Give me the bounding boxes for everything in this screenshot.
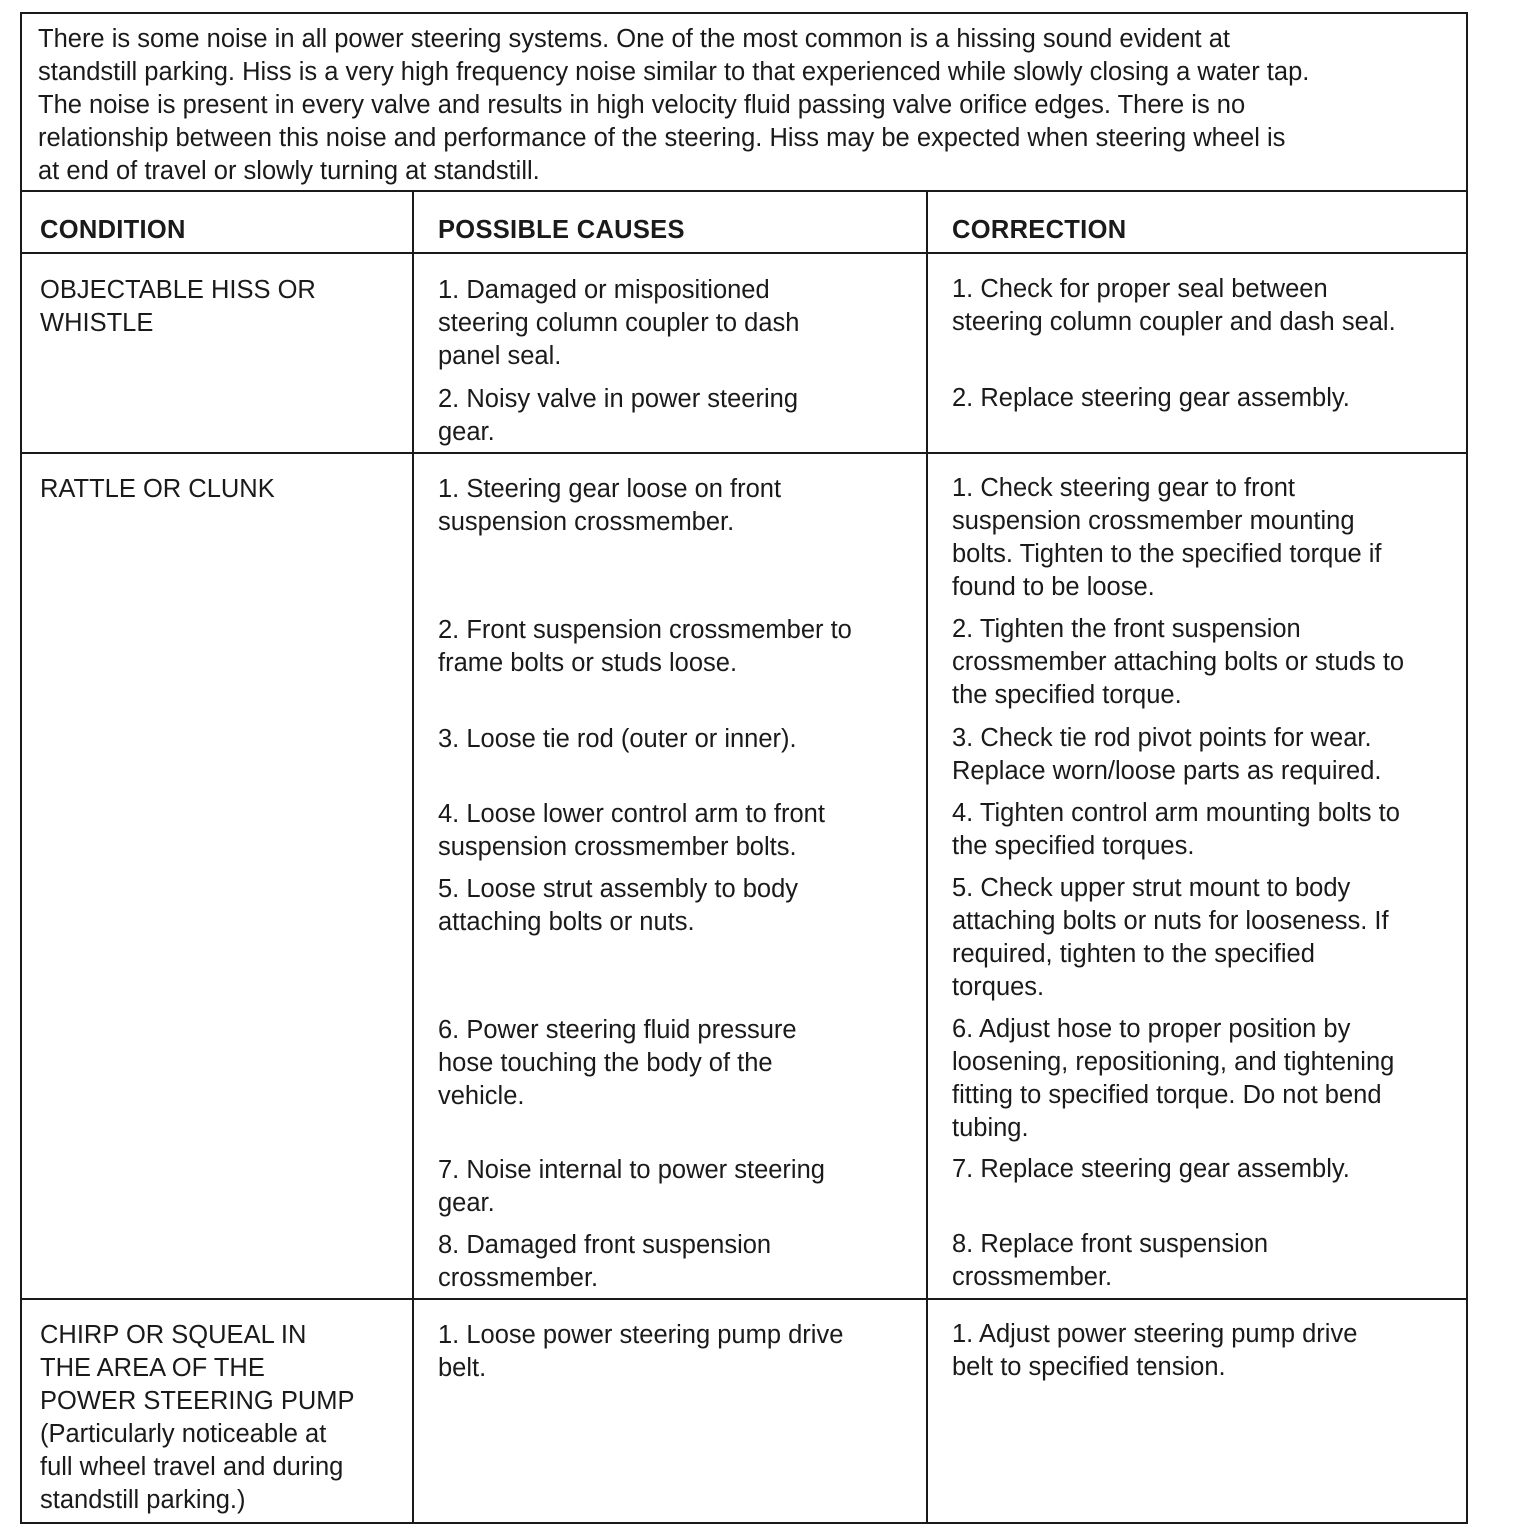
condition-text: full wheel travel and during — [40, 1453, 344, 1481]
correction-text: fitting to specified torque. Do not bend — [952, 1081, 1382, 1109]
correction-text: 6. Adjust hose to proper position by — [952, 1015, 1351, 1043]
condition-text: RATTLE OR CLUNK — [40, 475, 275, 503]
condition-text: CHIRP OR SQUEAL IN — [40, 1321, 307, 1349]
cause-text: attaching bolts or nuts. — [438, 908, 695, 936]
cause-text: 7. Noise internal to power steering — [438, 1156, 825, 1184]
correction-text: suspension crossmember mounting — [952, 507, 1355, 535]
correction-cell — [952, 1153, 1350, 1186]
cause-text: 2. Front suspension crossmember to — [438, 616, 852, 644]
column-divider — [926, 192, 928, 1522]
correction-cell — [952, 722, 1381, 788]
intro-line: at end of travel or slowly turning at standstill. — [38, 157, 540, 185]
column-divider — [412, 192, 414, 1522]
correction-cell — [952, 1228, 1268, 1294]
correction-text: the specified torques. — [952, 832, 1195, 860]
correction-cell — [952, 1318, 1357, 1384]
correction-text: bolts. Tighten to the specified torque if — [952, 540, 1382, 568]
cause-text: gear. — [438, 418, 495, 446]
cause-text: suspension crossmember. — [438, 508, 735, 536]
correction-text: the specified torque. — [952, 681, 1182, 709]
cause-text: hose touching the body of the — [438, 1049, 773, 1077]
correction-text: 7. Replace steering gear assembly. — [952, 1155, 1350, 1183]
cause-text: 5. Loose strut assembly to body — [438, 875, 799, 903]
condition-cell — [40, 274, 316, 340]
header-correction: CORRECTION — [952, 216, 1127, 244]
correction-text: found to be loose. — [952, 573, 1155, 601]
cause-text: 1. Loose power steering pump drive — [438, 1321, 844, 1349]
condition-cell — [40, 473, 275, 506]
correction-text: tubing. — [952, 1114, 1029, 1142]
cause-text: 6. Power steering fluid pressure — [438, 1016, 797, 1044]
intro-line: relationship between this noise and performance of the steering. Hiss may be expected when steering wheel is — [38, 124, 1286, 152]
correction-cell — [952, 472, 1382, 604]
correction-text: 4. Tighten control arm mounting bolts to — [952, 799, 1400, 827]
condition-text: POWER STEERING PUMP — [40, 1387, 355, 1415]
cause-text: 1. Damaged or mispositioned — [438, 276, 770, 304]
cause-text: 8. Damaged front suspension — [438, 1231, 772, 1259]
cause-text: 3. Loose tie rod (outer or inner). — [438, 725, 797, 753]
cause-text: 4. Loose lower control arm to front — [438, 800, 825, 828]
correction-text: crossmember attaching bolts or studs to — [952, 648, 1405, 676]
correction-cell — [952, 872, 1389, 1004]
cause-cell — [438, 1154, 825, 1220]
correction-text: required, tighten to the specified — [952, 940, 1315, 968]
correction-text: loosening, repositioning, and tightening — [952, 1048, 1395, 1076]
correction-text: 1. Check for proper seal between — [952, 275, 1328, 303]
intro-line: The noise is present in every valve and results in high velocity fluid passing valve orifice edges. There is no — [38, 91, 1246, 119]
cause-text: belt. — [438, 1354, 487, 1382]
correction-text: 2. Tighten the front suspension — [952, 615, 1301, 643]
cause-text: vehicle. — [438, 1082, 525, 1110]
diagnosis-table — [20, 12, 1468, 1524]
correction-cell — [952, 613, 1404, 712]
correction-text: belt to specified tension. — [952, 1353, 1226, 1381]
correction-text: 2. Replace steering gear assembly. — [952, 384, 1350, 412]
correction-text: 3. Check tie rod pivot points for wear. — [952, 724, 1372, 752]
row-divider — [22, 452, 1466, 454]
cause-cell — [438, 723, 797, 756]
cause-cell — [438, 614, 852, 680]
correction-text: 8. Replace front suspension — [952, 1230, 1269, 1258]
condition-text: WHISTLE — [40, 309, 154, 337]
correction-cell — [952, 797, 1400, 863]
cause-text: panel seal. — [438, 342, 562, 370]
correction-text: 1. Check steering gear to front — [952, 474, 1296, 502]
correction-text: 5. Check upper strut mount to body — [952, 874, 1351, 902]
intro-paragraph — [22, 14, 1466, 192]
cause-cell — [438, 1014, 797, 1113]
cause-cell — [438, 1229, 771, 1295]
correction-cell — [952, 382, 1350, 415]
intro-line: There is some noise in all power steering systems. One of the most common is a hissing sound evident at — [38, 25, 1230, 53]
condition-text: THE AREA OF THE — [40, 1354, 265, 1382]
correction-text: attaching bolts or nuts for looseness. If — [952, 907, 1389, 935]
header-rule — [22, 252, 1466, 254]
correction-text: 1. Adjust power steering pump drive — [952, 1320, 1358, 1348]
condition-text: standstill parking.) — [40, 1486, 246, 1514]
correction-cell — [952, 1013, 1394, 1145]
correction-text: torques. — [952, 973, 1045, 1001]
cause-cell — [438, 274, 799, 373]
cause-text: steering column coupler to dash — [438, 309, 800, 337]
cause-text: suspension crossmember bolts. — [438, 833, 797, 861]
cause-text: gear. — [438, 1189, 495, 1217]
header-possible-causes: POSSIBLE CAUSES — [438, 216, 685, 244]
condition-text: (Particularly noticeable at — [40, 1420, 327, 1448]
condition-text: OBJECTABLE HISS OR — [40, 276, 316, 304]
cause-text: 1. Steering gear loose on front — [438, 475, 782, 503]
cause-cell — [438, 873, 798, 939]
cause-text: crossmember. — [438, 1264, 599, 1292]
cause-cell — [438, 798, 825, 864]
row-divider — [22, 1298, 1466, 1300]
correction-cell — [952, 273, 1396, 339]
intro-line: standstill parking. Hiss is a very high frequency noise similar to that experienced while slowly closing a water tap. — [38, 58, 1310, 86]
correction-text: Replace worn/loose parts as required. — [952, 757, 1382, 785]
correction-text: steering column coupler and dash seal. — [952, 308, 1396, 336]
cause-cell — [438, 383, 798, 449]
cause-cell — [438, 473, 781, 539]
condition-cell — [40, 1319, 355, 1517]
cause-text: frame bolts or studs loose. — [438, 649, 738, 677]
cause-text: 2. Noisy valve in power steering — [438, 385, 799, 413]
header-condition: CONDITION — [40, 216, 186, 244]
cause-cell — [438, 1319, 843, 1385]
correction-text: crossmember. — [952, 1263, 1113, 1291]
